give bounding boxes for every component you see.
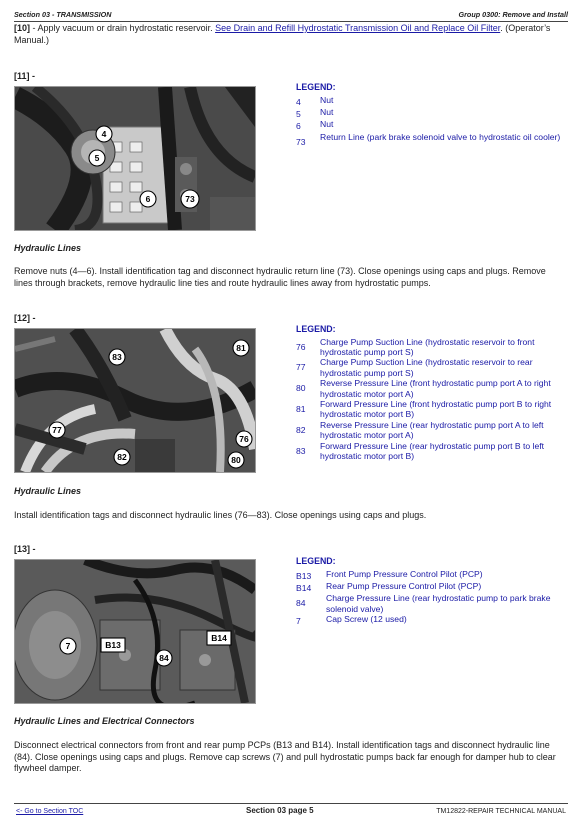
legend-text: Reverse Pressure Line (rear hydrostatic pump port A to left hydrostatic motor port A)	[320, 419, 544, 441]
callout-83	[109, 349, 125, 365]
header-rule	[14, 21, 568, 22]
step-12-number: [12] -	[14, 313, 36, 323]
callout-73	[181, 190, 199, 208]
legend-number: 4	[296, 96, 301, 107]
legend-text: Return Line (park brake solenoid valve to hydrostatic oil cooler)	[320, 131, 561, 142]
legend-number: 83	[296, 445, 306, 456]
svg-text:4: 4	[101, 129, 107, 139]
legend-row	[296, 399, 566, 420]
legend-number: 82	[296, 424, 306, 435]
callout-6	[140, 191, 156, 207]
legend-number: 77	[296, 362, 306, 373]
legend-row	[296, 581, 566, 593]
legend-text: Forward Pressure Line (rear hydrostatic pump port B to left hydrostatic motor port B)	[320, 440, 545, 461]
legend-text: Nut	[320, 119, 334, 130]
drain-refill-link[interactable]: See Drain and Refill Hydrostatic Transmission Oil and Replace Oil Filter	[215, 23, 501, 33]
legend-row	[296, 107, 560, 119]
step-13-title: Hydraulic Lines and Electrical Connectors	[14, 716, 195, 726]
group-title: Group 0300: Remove and Install	[458, 10, 568, 19]
step-11-number: [11] -	[14, 71, 36, 81]
page-header	[14, 9, 568, 20]
legend-row	[296, 357, 566, 378]
legend-row	[296, 420, 566, 441]
legend-number: 6	[296, 121, 301, 132]
figure-step-11	[14, 86, 256, 231]
legend-number: B13	[296, 570, 312, 581]
svg-text:7: 7	[65, 641, 71, 651]
step-10-text: - Apply vacuum or drain hydrostatic reservoir.	[30, 23, 216, 33]
figure-step-13	[14, 559, 256, 704]
step-11-paragraph: Remove nuts (4—6). Install identification tag and disconnect hydraulic return line (73). Close openings using caps and plugs. Remove lines through brackets, remove hydraulic line ties and route hydraulic lines away from hydrostatic pumps.	[14, 266, 546, 288]
callout-7	[60, 638, 76, 654]
legend-table	[296, 569, 566, 627]
callout-82	[114, 449, 130, 465]
figure-step-11-callouts	[15, 87, 255, 230]
manual-title: TM12822-REPAIR TECHNICAL MANUAL	[436, 808, 566, 815]
legend-text: Forward Pressure Line (front hydrostatic pump port B to right hydrostatic motor port B)	[320, 398, 552, 420]
legend-text: Reverse Pressure Line (front hydrostatic pump port A to right hydrostatic motor port A)	[320, 378, 551, 399]
legend-text: Cap Screw (12 used)	[326, 614, 407, 625]
legend-text: Charge Pressure Line (rear hydrostatic pump to park brake solenoid valve)	[326, 593, 551, 614]
figure-step-12-callouts	[15, 329, 255, 472]
legend-step-11	[296, 82, 566, 147]
legend-row	[296, 119, 560, 131]
svg-text:77: 77	[52, 425, 62, 435]
legend-number: 5	[296, 108, 301, 119]
legend-row	[296, 132, 560, 147]
legend-step-12	[296, 324, 566, 461]
legend-row	[296, 441, 566, 462]
legend-row	[296, 614, 566, 626]
step-10-text-after: . (Operator’s Manual.)	[14, 23, 551, 45]
svg-text:82: 82	[117, 452, 127, 462]
step-11-title: Hydraulic Lines	[14, 243, 82, 253]
svg-text:80: 80	[231, 455, 241, 465]
legend-row	[296, 378, 566, 399]
step-10	[14, 23, 568, 46]
legend-number: 7	[296, 616, 301, 627]
svg-text:B13: B13	[105, 640, 121, 650]
legend-text: Charge Pump Suction Line (hydrostatic reservoir to front hydrostatic pump port S)	[320, 336, 535, 357]
callout-77	[49, 422, 65, 438]
legend-title: LEGEND:	[296, 324, 336, 334]
legend-text: Front Pump Pressure Control Pilot (PCP)	[326, 568, 483, 579]
svg-text:73: 73	[185, 194, 195, 204]
callout-b13	[101, 638, 125, 652]
callout-80	[228, 452, 244, 468]
legend-number: 73	[296, 136, 306, 147]
step-10-number: [10]	[14, 23, 31, 33]
page-number: Section 03 page 5	[246, 806, 314, 815]
legend-text: Rear Pump Pressure Control Pilot (PCP)	[326, 580, 482, 591]
step-13-number: [13] -	[14, 544, 36, 554]
callout-76	[236, 431, 252, 447]
callout-84	[156, 650, 172, 666]
legend-text: Charge Pump Suction Line (hydrostatic reservoir to rear hydrostatic pump port S)	[320, 357, 533, 378]
legend-text: Nut	[320, 106, 334, 117]
svg-text:81: 81	[236, 343, 246, 353]
callout-b14	[207, 631, 231, 645]
legend-row	[296, 593, 566, 614]
figure-step-12	[14, 328, 256, 473]
legend-table	[296, 337, 566, 462]
callout-81	[233, 340, 249, 356]
svg-text:6: 6	[145, 194, 151, 204]
step-13-paragraph: Disconnect electrical connectors from front and rear pump PCPs (B13 and B14). Install identification tags and disconnect hydraulic line (84). Close openings using caps and plugs. Remove cap screws (7) and pull hydrostatic pumps back far enough for damper hub to clear flywheel damper.	[14, 740, 556, 773]
legend-row	[296, 95, 560, 107]
legend-table	[296, 95, 560, 148]
figure-step-13-callouts	[15, 560, 255, 703]
legend-number: 84	[296, 598, 306, 609]
legend-step-13	[296, 556, 566, 627]
legend-title: LEGEND:	[296, 82, 336, 92]
legend-row	[296, 569, 566, 581]
step-12-paragraph: Install identification tags and disconnect hydraulic lines (76—83). Close openings using caps and plugs.	[14, 510, 427, 520]
legend-title: LEGEND:	[296, 556, 336, 566]
step-12-title: Hydraulic Lines	[14, 486, 82, 496]
legend-text: Nut	[320, 94, 334, 105]
svg-text:5: 5	[94, 153, 100, 163]
svg-text:B14: B14	[211, 633, 227, 643]
legend-row	[296, 337, 566, 358]
legend-number: 80	[296, 383, 306, 394]
svg-text:83: 83	[112, 352, 122, 362]
legend-number: 81	[296, 403, 306, 414]
section-title: Section 03 - TRANSMISSION	[14, 10, 112, 19]
callout-4	[96, 126, 112, 142]
section-toc-link[interactable]: <- Go to Section TOC	[16, 808, 84, 815]
svg-text:84: 84	[159, 653, 169, 663]
legend-number: B14	[296, 582, 312, 593]
footer-rule	[14, 803, 568, 804]
svg-text:76: 76	[239, 434, 249, 444]
callout-5	[89, 150, 105, 166]
legend-number: 76	[296, 341, 306, 352]
